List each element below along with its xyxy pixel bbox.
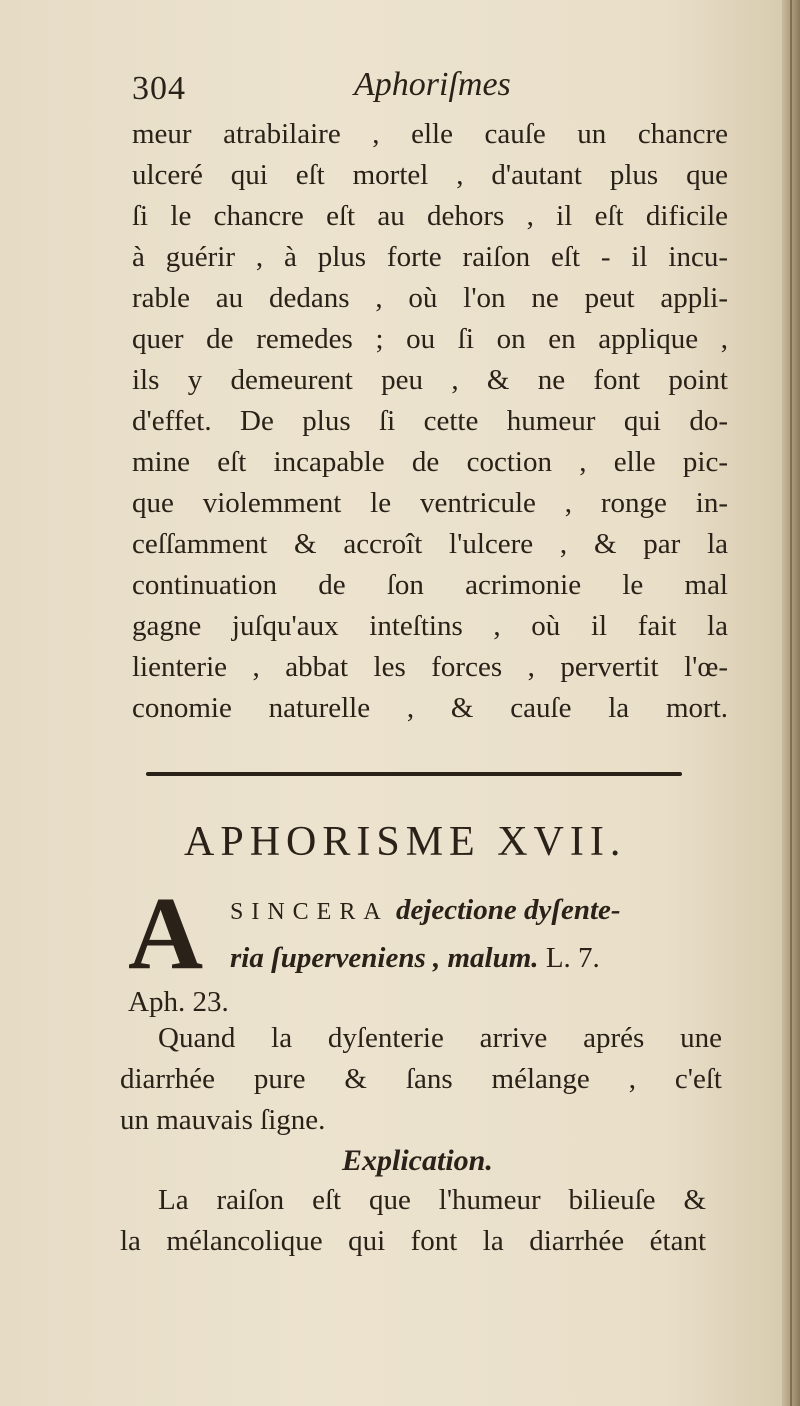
text-line: quer de remedes ; ou ſi on en applique , [132,323,728,355]
page-number: 304 [132,70,186,107]
latin-reference: Aph. 23. [128,986,229,1018]
text-line: ils y demeurent peu , & ne font point [132,364,728,396]
text-line: ceſſamment & accroît l'ulcere , & par la [132,528,728,560]
latin-caps: SINCERA [230,899,389,925]
explication-line-2 [120,1221,706,1262]
text-line: meur atrabilaire , elle cauſe un chancre [132,118,728,150]
text-line: lienterie , abbat les forces , pervertit l'œ- [132,651,728,683]
text-line: ulceré qui eſt mortel , d'autant plus que [132,159,728,191]
latin-reference-part: L. 7. [545,942,600,974]
aphorism-heading: APHORISME XVII. [184,819,627,865]
text-line: gagne juſqu'aux inteſtins , où il fait la [132,610,728,642]
text-line: que violemment le ventricule , ronge in- [132,487,728,519]
text-line: à guérir , à plus forte raiſon eſt - il incu- [132,241,728,273]
text-line: rable au dedans , où l'on ne peut appli- [132,282,728,314]
running-head [132,62,732,112]
text-line: Quand la dyſenterie arrive aprés une [158,1022,722,1054]
latin-text-line-1 [230,890,730,933]
translation-text [120,1059,722,1141]
latin-italic: ria ſuperveniens , malum. [230,942,539,974]
text-line: La raiſon eſt que l'humeur bilieuſe & [158,1184,706,1216]
text-line: continuation de ſon acrimonie le mal [132,569,728,601]
gutter-edge [790,0,792,1406]
running-title: Aphoriſmes [354,66,511,103]
drop-cap: A [128,876,204,991]
explication-line-1 [158,1180,706,1221]
translation-first-line [158,1018,722,1059]
text-line: ſi le chancre eſt au dehors , il eſt dificile [132,200,728,232]
section-rule [146,772,682,776]
latin-text-line-2 [230,938,730,979]
explication-heading: Explication. [342,1144,493,1177]
text-line: d'effet. De plus ſi cette humeur qui do- [132,405,728,437]
text-line: un mauvais ſigne. [120,1104,326,1136]
text-line: mine eſt incapable de coction , elle pic- [132,446,728,478]
body-text-top [132,114,728,729]
latin-italic: dejectione dyſente- [395,894,621,926]
text-line: diarrhée pure & ſans mélange , c'eſt [120,1063,722,1095]
text-line: la mélancolique qui font la diarrhée étant [120,1225,706,1257]
text-line: conomie naturelle , & cauſe la mort. [132,692,728,724]
